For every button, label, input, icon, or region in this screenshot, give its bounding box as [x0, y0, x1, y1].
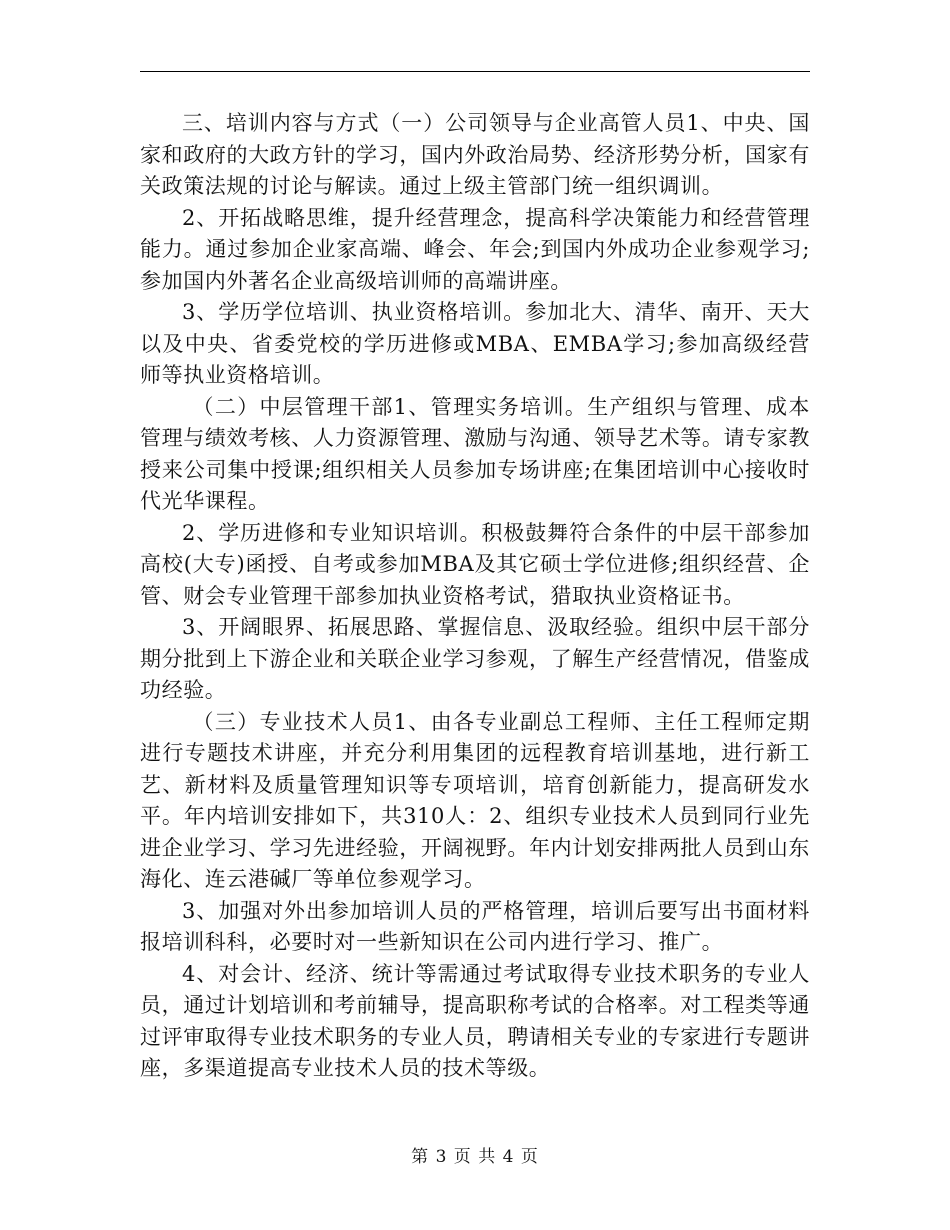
paragraph-technical-staff: （三）专业技术人员1、由各专业副总工程师、主任工程师定期进行专题技术讲座，并充分利用集团的远程教育培训基地，进行新工艺、新材料及质量管理知识等专项培训，培育创新能力，提高研发水平。年内培训安排如下，共310人：2、组织专业技术人员到同行业先进企业学习、学习先进经验，开阔视野。年内计划安排两批人员到山东海化、连云港碱厂等单位参观学习。 — [140, 709, 810, 891]
page-number: 第 3 页 共 4 页 — [411, 1147, 539, 1167]
header-rule — [140, 71, 810, 72]
paragraph-strategic-thinking: 2、开拓战略思维，提升经营理念，提高科学决策能力和经营管理能力。通过参加企业家高端、峰会、年会;到国内外成功企业参观学习;参加国内外著名企业高级培训师的高端讲座。 — [140, 205, 810, 293]
paragraph-broaden-horizons: 3、开阔眼界、拓展思路、掌握信息、汲取经验。组织中层干部分期分批到上下游企业和关联企业学习参观，了解生产经营情况，借鉴成功经验。 — [140, 615, 810, 702]
paragraph-further-education: 2、学历进修和专业知识培训。积极鼓舞符合条件的中层干部参加高校(大专)函授、自考或参加MBA及其它硕士学位进修;组织经营、企管、财会专业管理干部参加执业资格考试，猎取执业资格证书。 — [140, 520, 810, 608]
document-body — [140, 108, 810, 1085]
paragraph-middle-managers: （二）中层管理干部1、管理实务培训。生产组织与管理、成本管理与绩效考核、人力资源管理、激励与沟通、领导艺术等。请专家教授来公司集中授课;组织相关人员参加专场讲座;在集团培训中心接收时代光华课程。 — [140, 394, 810, 513]
paragraph-professional-titles: 4、对会计、经济、统计等需通过考试取得专业技术职务的专业人员，通过计划培训和考前辅导，提高职称考试的合格率。对工程类等通过评审取得专业技术职务的专业人员，聘请相关专业的专家进行专题讲座，多渠道提高专业技术人员的技术等级。 — [140, 961, 810, 1080]
paragraph-degree-training: 3、学历学位培训、执业资格培训。参加北大、清华、南开、天大以及中央、省委党校的学历进修或MBA、EMBA学习;参加高级经营师等执业资格培训。 — [140, 300, 810, 387]
paragraph-training-management: 3、加强对外出参加培训人员的严格管理，培训后要写出书面材料报培训科科，必要时对一些新知识在公司内进行学习、推广。 — [140, 898, 810, 954]
paragraph-section-three-intro: 三、培训内容与方式（一）公司领导与企业高管人员1、中央、国家和政府的大政方针的学习，国内外政治局势、经济形势分析，国家有关政策法规的讨论与解读。通过上级主管部门统一组织调训。 — [140, 111, 810, 198]
